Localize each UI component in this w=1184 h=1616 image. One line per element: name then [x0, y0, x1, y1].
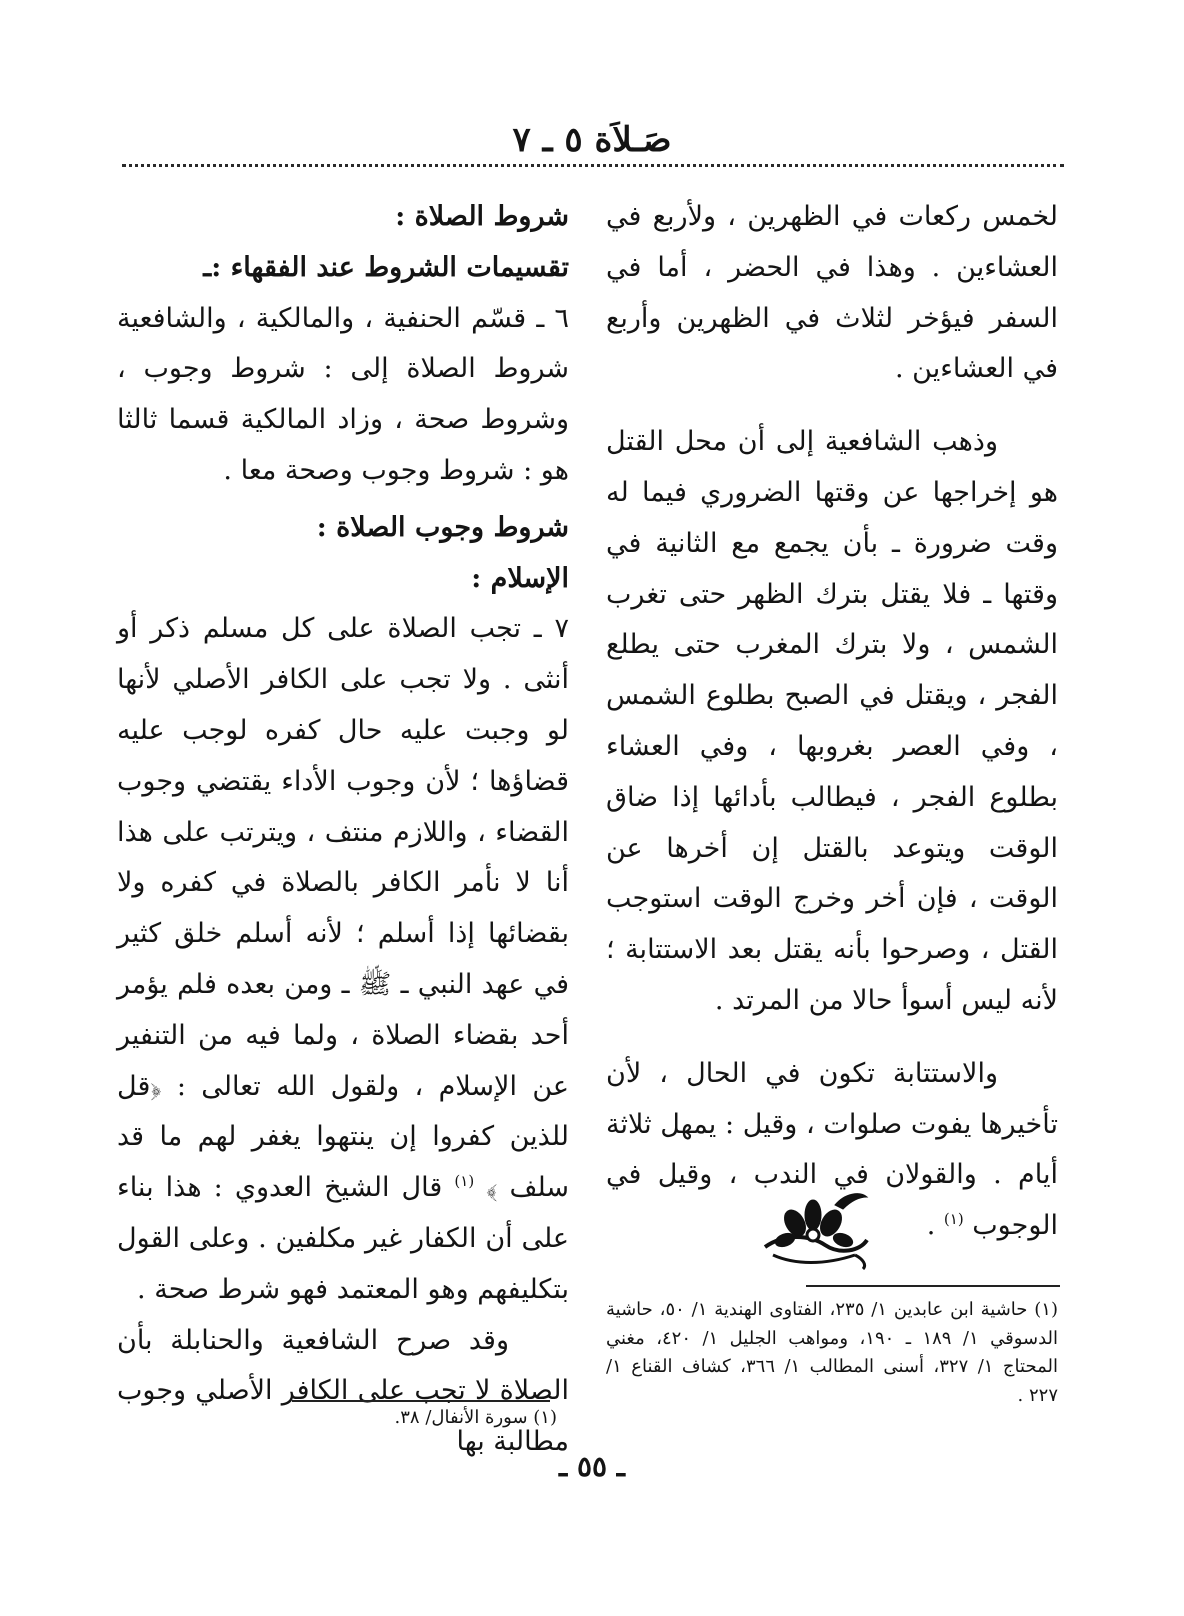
paragraph-7-text: ٧ ـ تجب الصلاة على كل مسلم ذكر أو أنثى . ولا تجب على الكافر الأصلي لأنها لو وجبت عليه حال كفره لوجب عليه قضاؤها ؛ لأن وجوب الأداء يقتضي وجوب القضاء ، واللازم منتف ، ويترتب على هذا أنا لا نأمر الكافر بالصلاة في كفره ولا بقضائها إذا أسلم ؛ لأنه أسلم خلق كثير في عهد النبي ـ ﷺ ـ ومن بعده فلم يؤمر أحد بقضاء الصلاة ، ولما فيه من التنفير عن الإسلام ، ولقول الله تعالى : ﴿قل للذين كفروا إن ينتهوا يغفر لهم ما قد سلف ﴾	[117, 613, 570, 1204]
repentance-text: والاستتابة تكون في الحال ، لأن تأخيرها يفوت صلوات ، وقيل : يمهل ثلاثة أيام . والقولان في الندب ، وقيل في الوجوب	[606, 1057, 1058, 1242]
paragraph-7-continued: قال الشيخ العدوي : هذا بناء على أن الكفار غير مكلفين . وعلى القول بتكليفهم وهو المعتمد فهو شرط صحة .	[117, 1172, 569, 1305]
paragraph-7	[117, 604, 569, 1315]
heading-islam: الإسلام :	[471, 562, 569, 594]
paragraph-prayer-count: لخمس ركعات في الظهرين ، ولأربع في العشاءين . وهذا في الحضر ، أما في السفر فيؤخر لثلاث في الظهرين وأربع في العشاءين .	[606, 201, 1058, 385]
footnote-left: (١) سورة الأنفال/ ٣٨.	[394, 1407, 557, 1428]
running-header: صَـلاَة ٥ ـ ٧	[512, 120, 672, 160]
footnote-ref-right: (١)	[943, 1210, 964, 1229]
footnote-rule-left	[292, 1400, 550, 1402]
heading-obligation-conditions: شروط وجوب الصلاة :	[316, 511, 569, 543]
heading-prayer-conditions: شروط الصلاة :	[395, 201, 569, 232]
footnote-rule-right	[806, 1285, 1060, 1287]
footnote-ref-left: (١)	[454, 1172, 475, 1191]
paragraph-6: ٦ ـ قسّم الحنفية ، والمالكية ، والشافعية شروط الصلاة إلى : شروط وجوب ، وشروط صحة ، وزاد المالكية قسما ثالثا هو : شروط وجوب وصحة معا .	[117, 302, 569, 486]
header-dotted-rule	[122, 164, 1064, 167]
footnote-right: (١) حاشية ابن عابدين ١/ ٢٣٥، الفتاوى الهندية ١/ ٥٠، حاشية الدسوقي ١/ ١٨٩ ـ ١٩٠، ومواهب الجليل ١/ ٤٢٠، مغني المحتاج ١/ ٣٢٧، أسنى المطالب ١/ ٣٦٦، كشاف القناع ١/ ٢٢٧ .	[606, 1299, 1059, 1406]
heading-condition-divisions: تقسيمات الشروط عند الفقهاء :ـ	[203, 251, 569, 283]
paragraph-shafii-killing: وذهب الشافعية إلى أن محل القتل هو إخراجها عن وقتها الضروري فيما له وقت ضرورة ـ بأن يجمع مع الثانية في وقتها ـ فلا يقتل بترك الظهر حتى تغرب الشمس ، ولا بترك المغرب حتى يطلع الفجر ، ويقتل في الصبح بطلوع الشمس ، وفي العصر بغروبها ، وفي العشاء بطلوع الفجر ، فيطالب بأدائها إذا ضاق الوقت ويتوعد بالقتل إن أخرها عن الوقت ، فإن أخر وخرج الوقت استوجب القتل ، وصرحوا بأنه يقتل بعد الاستتابة ؛ لأنه ليس أسوأ حالا من المرتد .	[606, 426, 1058, 1016]
floral-ornament-icon	[755, 1185, 875, 1270]
paragraph-8: وقد صرح الشافعية والحنابلة بأن الصلاة لا تجب على الكافر الأصلي وجوب مطالبة بها	[117, 1324, 569, 1458]
final-period: .	[926, 1210, 936, 1242]
left-column	[117, 192, 569, 1492]
page-number: ـ ٥٥ ـ	[559, 1450, 625, 1483]
